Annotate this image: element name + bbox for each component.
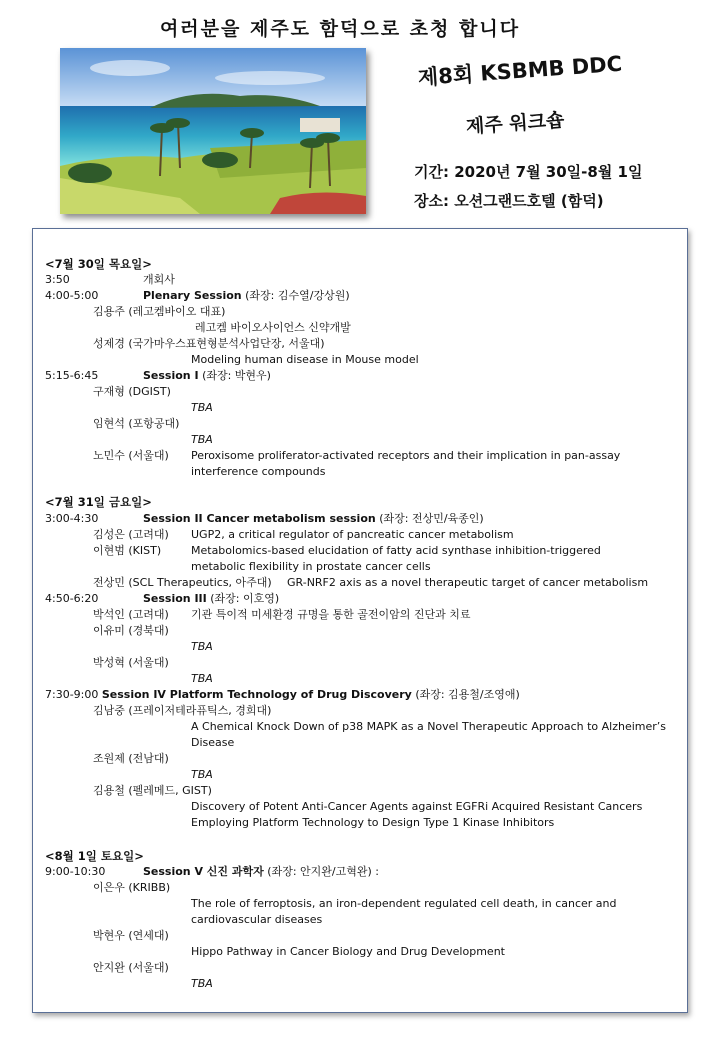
talk-title: UGP2, a critical regulator of pancreatic cancer metabolism: [191, 528, 514, 541]
speaker: 성제경 (국가마우스표현형분석사업단장, 서울대): [93, 337, 325, 350]
session-line: [143, 512, 484, 526]
program-schedule-box: [32, 228, 688, 1013]
time: 7:30-9:00: [45, 688, 99, 701]
session-line: [143, 289, 350, 303]
talk-title: interference compounds: [191, 465, 326, 478]
talk-title: Metabolomics-based elucidation of fatty acid synthase inhibition-triggered: [191, 544, 601, 557]
session-chairs: (좌장: 안지완/고혁완) :: [267, 865, 379, 878]
session-name: Session I: [143, 369, 199, 382]
speaker: 노민수 (서울대): [93, 449, 169, 462]
jeju-coast-photo: [60, 48, 366, 214]
event-venue: 장소: 오션그랜드호텔 (함덕): [414, 192, 604, 210]
time: 3:00-4:30: [45, 512, 99, 525]
session-name: Session II Cancer metabolism session: [143, 512, 376, 525]
talk-title: TBA: [191, 433, 213, 446]
talk-title: TBA: [191, 977, 213, 990]
speaker: 조원제 (전남대): [93, 752, 169, 765]
day-label: <7월 30일 목요일>: [45, 257, 152, 271]
talk-title: TBA: [191, 640, 213, 653]
speaker: 박성혁 (서울대): [93, 656, 169, 669]
talk-title: metabolic flexibility in prostate cancer cells: [191, 560, 431, 573]
speaker: 김용주 (레고켐바이오 대표): [93, 305, 226, 318]
talk-title: Hippo Pathway in Cancer Biology and Drug Development: [191, 945, 505, 958]
session-name: Session III: [143, 592, 207, 605]
speaker: 이유미 (경북대): [93, 624, 169, 637]
talk-title: Modeling human disease in Mouse model: [191, 353, 419, 366]
talk-title: 레고켐 바이오사이언스 신약개발: [195, 321, 351, 334]
talk-title: 기관 특이적 미세환경 규명을 통한 골전이암의 진단과 치료: [191, 608, 471, 621]
talk-title: Disease: [191, 736, 235, 749]
workshop-subtitle: 제주 워크숍: [465, 109, 566, 138]
workshop-title: 제8회 KSBMB DDC: [417, 51, 623, 90]
talk-title: GR-NRF2 axis as a novel therapeutic target of cancer metabolism: [287, 576, 649, 589]
talk-title: TBA: [191, 672, 213, 685]
speaker: 김남중 (프레이저테라퓨틱스, 경희대): [93, 704, 272, 717]
session-chairs: (좌장: 김용철/조영애): [415, 688, 520, 701]
session-chairs: (좌장: 이호영): [210, 592, 280, 605]
time: 3:50: [45, 273, 70, 286]
session-name: Session V 신진 과학자: [143, 865, 264, 878]
session-chairs: (좌장: 박현우): [202, 369, 271, 382]
talk-title: Peroxisome proliferator-activated receptors and their implication in pan-assay: [191, 449, 621, 462]
talk-title: Discovery of Potent Anti-Cancer Agents against EGFRi Acquired Resistant Cancers: [191, 800, 643, 813]
day-label: <7월 31일 금요일>: [45, 495, 152, 509]
speaker: 김성은 (고려대): [93, 528, 169, 541]
talk-title: TBA: [191, 401, 213, 414]
session-name: Plenary Session: [143, 289, 242, 302]
session-line: [143, 592, 279, 606]
speaker: 이현범 (KIST): [93, 544, 162, 557]
session-line: [143, 369, 271, 383]
event-period: 기간: 2020년 7월 30일-8월 1일: [414, 163, 643, 181]
time: 9:00-10:30: [45, 865, 106, 878]
speaker: 박석인 (고려대): [93, 608, 169, 621]
talk-title: The role of ferroptosis, an iron-dependent regulated cell death, in cancer and: [191, 897, 617, 910]
speaker: 구재형 (DGIST): [93, 385, 171, 398]
speaker: 전상민 (SCL Therapeutics, 아주대): [93, 576, 272, 589]
time: 4:00-5:00: [45, 289, 99, 302]
session-line: [45, 688, 520, 702]
talk-title: TBA: [191, 768, 213, 781]
speaker: 임현석 (포항공대): [93, 417, 180, 430]
session-chairs: (좌장: 김수열/강상원): [245, 289, 350, 302]
time: 4:50-6:20: [45, 592, 99, 605]
talk-title: cardiovascular diseases: [191, 913, 323, 926]
day-label: <8월 1일 토요일>: [45, 849, 144, 863]
speaker: 박현우 (연세대): [93, 929, 169, 942]
session-name: Session IV Platform Technology of Drug Discovery: [101, 688, 412, 701]
speaker: 이은우 (KRIBB): [93, 881, 171, 894]
speaker: 김용철 (펠레메드, GIST): [93, 784, 212, 797]
session-chairs: (좌장: 전상민/육종인): [379, 512, 484, 525]
session-line: [143, 865, 379, 879]
talk-title: Employing Platform Technology to Design Type 1 Kinase Inhibitors: [191, 816, 555, 829]
time: 5:15-6:45: [45, 369, 99, 382]
talk-title: A Chemical Knock Down of p38 MAPK as a Novel Therapeutic Approach to Alzheimer’s: [191, 720, 667, 733]
invitation-headline: 여러분을 제주도 함덕으로 초청 합니다: [159, 18, 521, 40]
speaker: 안지완 (서울대): [93, 961, 169, 974]
program-item: 개회사: [143, 273, 175, 286]
